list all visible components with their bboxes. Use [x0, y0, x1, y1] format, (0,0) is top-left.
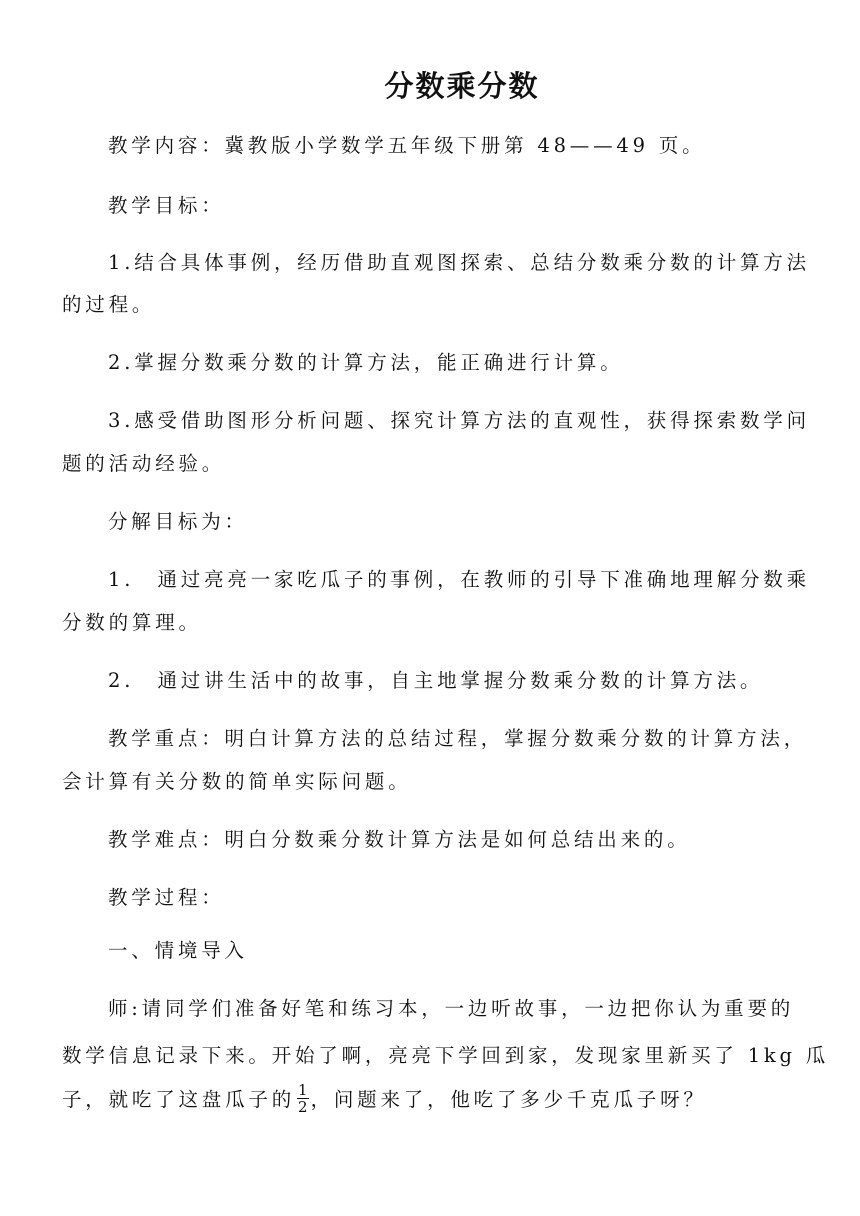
section-heading: 一、情境导入: [108, 939, 248, 962]
page-title: 分数乘分数: [384, 69, 540, 103]
key-point-line-1: 教学重点：明白计算方法的总结过程，掌握分数乘分数的计算方法，: [108, 727, 808, 750]
fraction-one-half: [297, 1082, 309, 1115]
teaching-content: 教学内容：冀教版小学数学五年级下册第 48——49 页。: [108, 134, 706, 157]
sub-goal-1-line-1: 1. 通过亮亮一家吃瓜子的事例，在教师的引导下准确地理解分数乘: [108, 568, 810, 591]
teacher-line-2: 数学信息记录下来。开始了啊，亮亮下学回到家，发现家里新买了 1kg 瓜: [62, 1044, 830, 1067]
sub-goal-1-line-2: 分数的算理。: [62, 611, 202, 634]
teacher-line-3-end: ，问题来了，他吃了多少千克瓜子呀？: [310, 1088, 707, 1111]
fraction-numerator: 1: [298, 1081, 308, 1099]
sub-goals-label: 分解目标为：: [108, 510, 248, 533]
teacher-line-1: 师:请同学们准备好笔和练习本，一边听故事，一边把你认为重要的: [108, 997, 795, 1020]
difficulty-point: 教学难点：明白分数乘分数计算方法是如何总结出来的。: [108, 828, 691, 851]
sub-goal-2: 2. 通过讲生活中的故事，自主地掌握分数乘分数的计算方法。: [108, 669, 764, 692]
teacher-line-3-start: 子，就吃了这盘瓜子的: [62, 1088, 296, 1111]
goal-3-line-2: 题的活动经验。: [62, 452, 226, 475]
teacher-line-3: [62, 1083, 802, 1117]
goal-1-line-2: 的过程。: [62, 293, 156, 316]
teaching-goals-label: 教学目标：: [108, 194, 225, 217]
fraction-denominator: 2: [298, 1098, 308, 1116]
goal-2: 2.掌握分数乘分数的计算方法，能正确进行计算。: [108, 351, 624, 374]
goal-3-line-1: 3.感受借助图形分析问题、探究计算方法的直观性，获得探索数学问: [108, 409, 810, 432]
goal-1-line-1: 1.结合具体事例，经历借助直观图探索、总结分数乘分数的计算方法: [108, 251, 810, 274]
process-label: 教学过程：: [108, 886, 225, 909]
key-point-line-2: 会计算有关分数的简单实际问题。: [62, 770, 412, 793]
